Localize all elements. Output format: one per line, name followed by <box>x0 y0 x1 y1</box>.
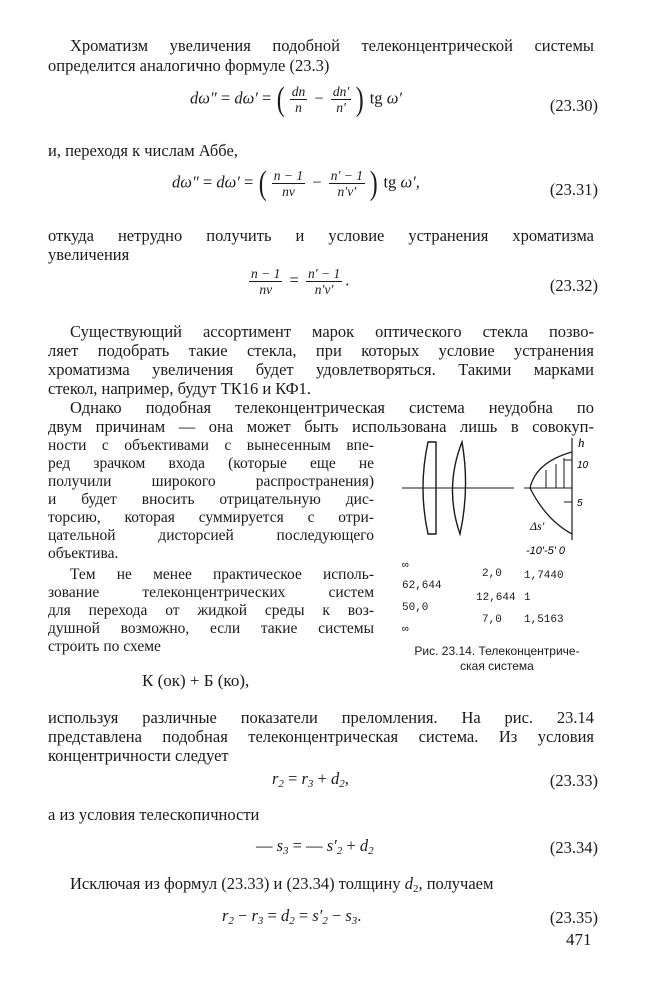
tick-label-10: 10 <box>577 460 589 471</box>
equation-number: (23.35) <box>549 908 598 927</box>
fig-d3: 7,0 <box>482 614 502 626</box>
equation-23-34: — $s_3$ = — $s'_2 + d_2$ <box>256 836 374 857</box>
fig-n2: 1 <box>524 592 531 604</box>
text-line: Исключая из формул (23.33) и (23.34) толщину $d_2$, получаем <box>70 874 494 895</box>
scheme-formula: К (ок) + Б (ко), <box>142 671 250 690</box>
equation-number: (23.33) <box>549 771 598 790</box>
equation-number: (23.34) <box>549 838 598 857</box>
text-line: для перехода от жидкой среды к воз- <box>48 602 374 619</box>
text-line: объектива. <box>48 545 119 562</box>
text-line: концентричности следует <box>48 746 229 765</box>
equation-23-31: dω″ = dω′ = ( $\frac{n - 1}{n\nu}$ − $\frac{n' - 1}{n'\nu'}$ ) tg ω′, <box>172 164 420 202</box>
text-line: цательной дисторсией последующего <box>48 527 374 544</box>
telecentric-system-figure <box>396 430 606 565</box>
equation-number: (23.32) <box>549 276 598 295</box>
fig-r2: 62,644 <box>402 580 442 592</box>
text-line: а из условия телескопичности <box>48 805 260 824</box>
text-line: получили широкого распространения) <box>48 473 374 490</box>
text-line: двум причинам — она может быть использована лишь в совокуп- <box>48 417 594 436</box>
text-line: представлена подобная телеконцентрическая система. Из условия <box>48 727 594 746</box>
text-line: хроматизма увеличения будет удовлетворяться. Такими марками <box>48 360 594 379</box>
text-line: Хроматизм увеличения подобной телеконцентрической системы <box>70 36 594 55</box>
text-line: зование телеконцентрических систем <box>48 584 374 601</box>
equation-23-30: dω″ = dω′ = ( $\frac{dn}{n}$ − $\frac{dn'}{n'}$ ) tg ω′ <box>190 80 402 118</box>
equation-23-33: $r_2 = r_3 + d_2$, <box>272 769 349 790</box>
caption-line: Рис. 23.14. Телеконцентриче- <box>414 644 580 658</box>
text-span: Исключая из формул (23.33) и (23.34) толщину <box>70 874 401 893</box>
text-line: стекол, например, будут ТК16 и КФ1. <box>48 379 311 398</box>
figure-caption <box>392 644 602 674</box>
text-line: строить по схеме <box>48 638 161 655</box>
text-line: Существующий ассортимент марок оптического стекла позво- <box>70 322 594 341</box>
fig-d1: 2,0 <box>482 568 502 580</box>
equation-number: (23.30) <box>549 96 598 115</box>
text-line: торсию, которая суммируется с отри- <box>48 509 374 526</box>
fig-n1: 1,7440 <box>524 570 564 582</box>
delta-s-label: Δs' <box>530 519 545 533</box>
text-line: и, переходя к числам Аббе, <box>48 141 238 160</box>
caption-line: ская система <box>460 659 534 673</box>
equation-23-32: $\frac{n - 1}{n\nu}$ = $\frac{n' - 1}{n'\nu'}$ . <box>251 266 350 297</box>
equation-number: (23.31) <box>549 180 598 199</box>
text-line: откуда нетрудно получить и условие устранения хроматизма <box>48 226 594 245</box>
text-line: Тем не менее практическое исполь- <box>70 566 374 583</box>
fig-r1: ∞ <box>402 560 409 572</box>
fig-d2: 12,644 <box>476 592 516 604</box>
text-line: определится аналогично формуле (23.3) <box>48 56 330 75</box>
text-line: Однако подобная телеконцентрическая система неудобна по <box>70 398 594 417</box>
axis-label-h: h <box>578 435 585 450</box>
text-line: ред зрачком входа (которые еще не <box>48 455 374 472</box>
text-line: и будет вносить отрицательную дис- <box>48 491 374 508</box>
text-line: ляет подобрать такие стекла, при которых условие устранения <box>48 341 594 360</box>
x-tick-labels: -10'-5' 0 <box>526 545 566 557</box>
page-number: 471 <box>566 930 592 949</box>
fig-r4: ∞ <box>402 624 409 636</box>
text-line: душной возможно, если такие системы <box>48 620 374 637</box>
text-line: увеличения <box>48 245 130 264</box>
fig-r3: 50,0 <box>402 602 429 614</box>
equation-23-35: $r_2 - r_3 = d_2 = s'_2 - s_3$. <box>222 906 362 927</box>
text-line: используя различные показатели преломления. На рис. 23.14 <box>48 708 594 727</box>
text-line: ности с объективами с вынесенным впе- <box>48 437 374 454</box>
fig-n3: 1,5163 <box>524 614 564 626</box>
tick-label-5: 5 <box>577 498 583 509</box>
